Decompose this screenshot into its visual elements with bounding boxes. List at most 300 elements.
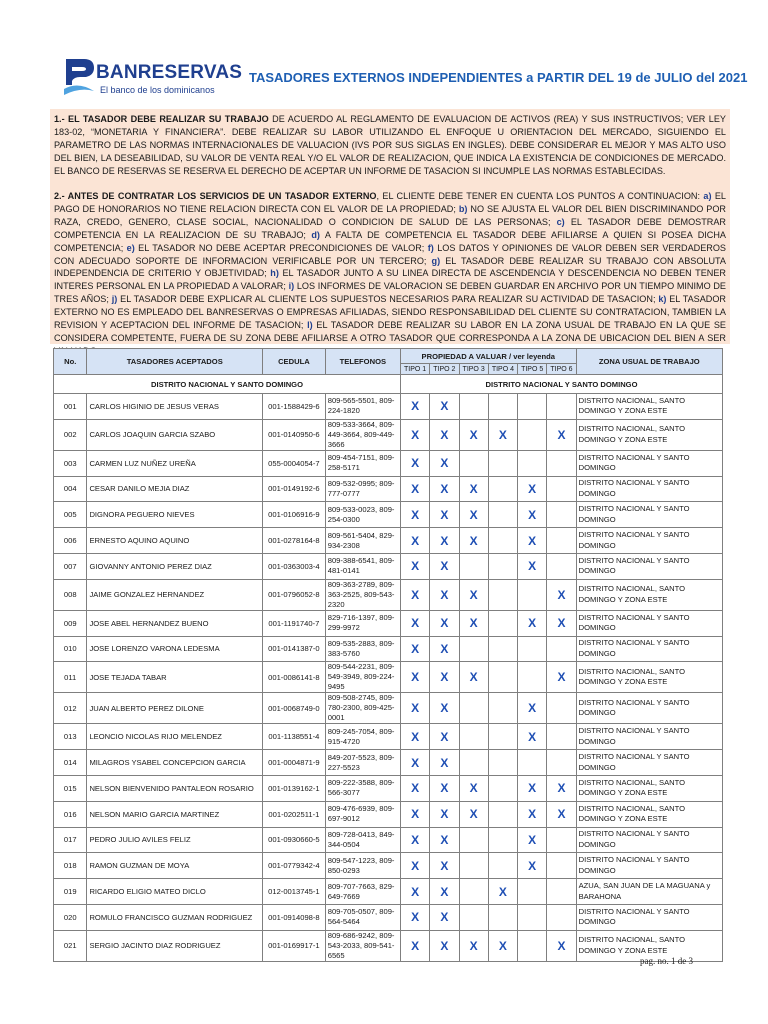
cell-tipo-3: [459, 450, 488, 476]
table-row: [54, 528, 723, 554]
cell-zona: DISTRITO NACIONAL Y SANTO DOMINGO: [576, 610, 722, 636]
cell-no: 005: [54, 502, 87, 528]
note-rule-1: [50, 109, 730, 187]
table-row: [54, 419, 723, 450]
col-header-name: TASADORES ACEPTADOS: [87, 349, 263, 375]
cell-telefonos: 849-207-5523, 809-227-5523: [325, 750, 400, 776]
cell-tipo-5: X: [518, 853, 547, 879]
cell-tipo-3: [459, 904, 488, 930]
cell-tipo-5: X: [518, 724, 547, 750]
cell-tipo-5: [518, 904, 547, 930]
cell-tipo-3: [459, 750, 488, 776]
note-2-item-text: EL TASADOR EXTERNO NO ES EMPLEADO DEL BANRESERVAS O EMPRESAS AFILIADAS, SIENDO RESPONSABILIDAD DEL CLIENTE SU CONTRATACION, TAMBIEN LA REVISION Y ACEPTACION DEL INFORME DE TASACION;: [54, 294, 726, 331]
cell-tipo-2: X: [430, 419, 459, 450]
cell-no: 007: [54, 553, 87, 579]
note-2-item-key: i): [288, 281, 295, 292]
note-2-item-key: l): [307, 320, 313, 331]
cell-telefonos: 809-547-1223, 809-850-0293: [325, 853, 400, 879]
cell-telefonos: 809-533-0023, 809-254-0300: [325, 502, 400, 528]
cell-zona: DISTRITO NACIONAL Y SANTO DOMINGO: [576, 693, 722, 724]
cell-name: JAIME GONZALEZ HERNANDEZ: [87, 579, 263, 610]
logo-name: BANRESERVAS: [96, 62, 243, 83]
cell-tipo-6: X: [547, 419, 576, 450]
col-header-no: No.: [54, 349, 87, 375]
cell-tipo-2: X: [430, 476, 459, 502]
cell-tipo-2: X: [430, 528, 459, 554]
cell-tipo-1: X: [400, 553, 429, 579]
cell-tipo-4: [488, 636, 517, 662]
cell-tipo-6: X: [547, 610, 576, 636]
cell-cedula: 001-0202511-1: [263, 801, 326, 827]
col-header-cedula: CEDULA: [263, 349, 326, 375]
note-2-item-key: e): [126, 242, 135, 253]
note-2-item-text: EL TASADOR DEBE REALIZAR SU TRABAJO CON ABSOLUTA INDEPENDENCIA DE CRITERIO Y OBJETIVIDAD;: [54, 255, 727, 279]
cell-zona: DISTRITO NACIONAL Y SANTO DOMINGO: [576, 750, 722, 776]
cell-no: 018: [54, 853, 87, 879]
cell-name: JUAN ALBERTO PEREZ DILONE: [87, 693, 263, 724]
table-row: [54, 775, 723, 801]
cell-tipo-1: X: [400, 419, 429, 450]
cell-tipo-6: X: [547, 579, 576, 610]
cell-cedula: 001-0086141-8: [263, 662, 326, 693]
cell-tipo-4: X: [488, 419, 517, 450]
cell-tipo-4: X: [488, 879, 517, 905]
col-header-propiedad: PROPIEDAD A VALUAR / ver leyenda: [400, 349, 576, 364]
note-2-item-key: a): [703, 191, 712, 201]
cell-zona: DISTRITO NACIONAL Y SANTO DOMINGO: [576, 450, 722, 476]
document-title: TASADORES EXTERNOS INDEPENDIENTES a PARTIR DEL 19 de JULIO del 2021: [249, 70, 748, 85]
cell-name: MILAGROS YSABEL CONCEPCION GARCIA: [87, 750, 263, 776]
cell-cedula: 012-0013745-1: [263, 879, 326, 905]
cell-no: 011: [54, 662, 87, 693]
cell-tipo-5: [518, 879, 547, 905]
cell-tipo-2: X: [430, 879, 459, 905]
cell-cedula: 001-1588429-6: [263, 394, 326, 420]
col-header-tipo-3: TIPO 3: [459, 364, 488, 375]
logo-tagline: El banco de los dominicanos: [100, 85, 215, 95]
cell-no: 001: [54, 394, 87, 420]
cell-name: NELSON MARIO GARCIA MARTINEZ: [87, 801, 263, 827]
cell-tipo-6: [547, 636, 576, 662]
cell-cedula: 001-0914098-8: [263, 904, 326, 930]
cell-telefonos: 809-565-5501, 809-224-1820: [325, 394, 400, 420]
cell-tipo-5: X: [518, 476, 547, 502]
cell-tipo-1: X: [400, 879, 429, 905]
note-2-item-text: LOS INFORMES DE VALORACION SE DEBEN GUARDAR EN ARCHIVO POR UN TIEMPO MINIMO DE TRES AÑOS;: [54, 281, 726, 305]
col-header-tipo-4: TIPO 4: [488, 364, 517, 375]
cell-tipo-3: X: [459, 610, 488, 636]
table-row: [54, 750, 723, 776]
cell-tipo-6: X: [547, 662, 576, 693]
cell-name: RICARDO ELIGIO MATEO DICLO: [87, 879, 263, 905]
cell-telefonos: 809-508-2745, 809-780-2300, 809-425-0001: [325, 693, 400, 724]
cell-telefonos: 809-454-7151, 809-258-5171: [325, 450, 400, 476]
cell-cedula: 001-0068749-0: [263, 693, 326, 724]
cell-no: 014: [54, 750, 87, 776]
cell-tipo-4: [488, 394, 517, 420]
cell-name: RAMON GUZMAN DE MOYA: [87, 853, 263, 879]
cell-tipo-6: [547, 879, 576, 905]
cell-cedula: 001-0140950-6: [263, 419, 326, 450]
cell-cedula: 001-0779342-4: [263, 853, 326, 879]
cell-tipo-4: [488, 502, 517, 528]
cell-tipo-1: X: [400, 801, 429, 827]
cell-tipo-3: [459, 724, 488, 750]
cell-tipo-3: X: [459, 502, 488, 528]
cell-tipo-1: X: [400, 502, 429, 528]
cell-zona: DISTRITO NACIONAL, SANTO DOMINGO Y ZONA ESTE: [576, 930, 722, 961]
cell-telefonos: 809-686-9242, 809-543-2033, 809-541-6565: [325, 930, 400, 961]
cell-name: DIGNORA PEGUERO NIEVES: [87, 502, 263, 528]
cell-tipo-4: [488, 553, 517, 579]
cell-no: 012: [54, 693, 87, 724]
cell-name: JOSE TEJADA TABAR: [87, 662, 263, 693]
cell-tipo-1: X: [400, 528, 429, 554]
appraisers-table: [53, 348, 723, 962]
cell-telefonos: 809-561-5404, 829-934-2308: [325, 528, 400, 554]
section-label-right: DISTRITO NACIONAL Y SANTO DOMINGO: [400, 375, 722, 394]
table-row: [54, 502, 723, 528]
cell-name: CESAR DANILO MEJIA DIAZ: [87, 476, 263, 502]
table-row: [54, 662, 723, 693]
cell-tipo-2: X: [430, 636, 459, 662]
cell-tipo-2: X: [430, 930, 459, 961]
cell-tipo-4: [488, 610, 517, 636]
cell-tipo-4: [488, 476, 517, 502]
cell-tipo-4: [488, 775, 517, 801]
cell-tipo-4: X: [488, 930, 517, 961]
cell-no: 015: [54, 775, 87, 801]
note-2-item-text: EL TASADOR NO DEBE ACEPTAR PRECONDICIONES DE VALOR;: [134, 242, 428, 253]
cell-tipo-4: [488, 853, 517, 879]
cell-tipo-2: X: [430, 579, 459, 610]
cell-tipo-3: [459, 693, 488, 724]
col-header-tipo-2: TIPO 2: [430, 364, 459, 375]
note-2-intro: , EL CLIENTE DEBE TENER EN CUENTA LOS PUNTOS A CONTINUACION:: [376, 191, 704, 201]
col-header-tipo-6: TIPO 6: [547, 364, 576, 375]
cell-tipo-1: X: [400, 750, 429, 776]
cell-telefonos: 809-363-2789, 809-363-2525, 809-543-2320: [325, 579, 400, 610]
page-number: pag. no. 1 de 3: [640, 956, 693, 966]
cell-tipo-3: X: [459, 930, 488, 961]
cell-cedula: 001-0169917-1: [263, 930, 326, 961]
cell-name: JOSE ABEL HERNANDEZ BUENO: [87, 610, 263, 636]
cell-tipo-3: X: [459, 662, 488, 693]
cell-tipo-3: [459, 853, 488, 879]
cell-name: CARLOS JOAQUIN GARCIA SZABO: [87, 419, 263, 450]
cell-no: 016: [54, 801, 87, 827]
note-1-heading: 1.- EL TASADOR DEBE REALIZAR SU TRABAJO: [54, 114, 269, 124]
cell-tipo-2: X: [430, 750, 459, 776]
cell-telefonos: 809-728-0413, 849-344-0504: [325, 827, 400, 853]
cell-telefonos: 829-716-1397, 809-299-9972: [325, 610, 400, 636]
cell-tipo-5: X: [518, 610, 547, 636]
cell-tipo-2: X: [430, 904, 459, 930]
cell-cedula: 001-0363003-4: [263, 553, 326, 579]
cell-telefonos: 809-705-0507, 809-564-5464: [325, 904, 400, 930]
cell-telefonos: 809-388-6541, 809-481-0141: [325, 553, 400, 579]
cell-tipo-1: X: [400, 450, 429, 476]
cell-tipo-1: X: [400, 930, 429, 961]
cell-name: ROMULO FRANCISCO GUZMAN RODRIGUEZ: [87, 904, 263, 930]
cell-zona: DISTRITO NACIONAL Y SANTO DOMINGO: [576, 528, 722, 554]
cell-tipo-2: X: [430, 853, 459, 879]
cell-zona: DISTRITO NACIONAL Y SANTO DOMINGO: [576, 827, 722, 853]
cell-tipo-6: [547, 553, 576, 579]
table-row: [54, 879, 723, 905]
col-header-tipo-5: TIPO 5: [518, 364, 547, 375]
cell-tipo-4: [488, 450, 517, 476]
table-row: [54, 853, 723, 879]
cell-tipo-3: X: [459, 419, 488, 450]
cell-zona: DISTRITO NACIONAL, SANTO DOMINGO Y ZONA ESTE: [576, 394, 722, 420]
note-2-item-text: EL TASADOR DEBE EXPLICAR AL CLIENTE LOS SUPUESTOS NECESARIOS PARA REALIZAR SU ACTIVIDAD DE TASACION;: [117, 294, 659, 305]
cell-zona: DISTRITO NACIONAL, SANTO DOMINGO Y ZONA ESTE: [576, 775, 722, 801]
cell-tipo-1: X: [400, 775, 429, 801]
note-2-item-key: k): [658, 294, 667, 305]
cell-tipo-6: X: [547, 801, 576, 827]
cell-tipo-1: X: [400, 724, 429, 750]
table-row: [54, 553, 723, 579]
table-row: [54, 724, 723, 750]
cell-no: 017: [54, 827, 87, 853]
cell-cedula: 055-0004054-7: [263, 450, 326, 476]
cell-telefonos: 809-532-0995; 809-777-0777: [325, 476, 400, 502]
cell-telefonos: 809-476-6939, 809-697-9012: [325, 801, 400, 827]
cell-cedula: 001-0106916-9: [263, 502, 326, 528]
cell-cedula: 001-0141387-0: [263, 636, 326, 662]
cell-tipo-4: [488, 801, 517, 827]
cell-tipo-4: [488, 750, 517, 776]
cell-tipo-6: [547, 750, 576, 776]
cell-tipo-1: X: [400, 636, 429, 662]
cell-tipo-6: [547, 827, 576, 853]
note-2-item-text: A FALTA DE COMPETENCIA EL TASADOR DEBE AFILIARSE A QUIEN SI POSEA DICHA COMPETENCIA;: [54, 229, 726, 253]
cell-cedula: 001-0149192-6: [263, 476, 326, 502]
cell-tipo-1: X: [400, 853, 429, 879]
banreservas-logo-icon: [60, 55, 96, 99]
note-2-items: [54, 191, 726, 356]
cell-no: 009: [54, 610, 87, 636]
cell-tipo-6: [547, 394, 576, 420]
note-2-item-key: d): [311, 229, 320, 240]
cell-name: PEDRO JULIO AVILES FELIZ: [87, 827, 263, 853]
cell-cedula: 001-0139162-1: [263, 775, 326, 801]
cell-no: 002: [54, 419, 87, 450]
cell-tipo-1: X: [400, 476, 429, 502]
col-header-zona: ZONA USUAL DE TRABAJO: [576, 349, 722, 375]
cell-tipo-1: X: [400, 394, 429, 420]
cell-tipo-5: X: [518, 502, 547, 528]
cell-tipo-1: X: [400, 827, 429, 853]
cell-no: 013: [54, 724, 87, 750]
cell-tipo-3: X: [459, 476, 488, 502]
cell-tipo-3: X: [459, 801, 488, 827]
cell-tipo-1: X: [400, 693, 429, 724]
cell-tipo-4: [488, 693, 517, 724]
cell-name: GIOVANNY ANTONIO PEREZ DIAZ: [87, 553, 263, 579]
cell-tipo-6: [547, 853, 576, 879]
note-2-item-text: EL TASADOR JUNTO A SU LINEA DIRECTA DE ASCENDENCIA Y DESCENDENCIA NO DEBEN TENER INTERES PERSONAL EN LA PROPIEDAD A VALORAR;: [54, 268, 726, 292]
cell-tipo-2: X: [430, 662, 459, 693]
cell-tipo-2: X: [430, 502, 459, 528]
cell-tipo-6: [547, 904, 576, 930]
cell-tipo-6: [547, 450, 576, 476]
table-row: [54, 450, 723, 476]
note-2-item-text: EL TASADOR DEBE REALIZAR SU LABOR EN LA ZONA USUAL DE TRABAJO EN LA QUE SE CONSIDERA COMPETENTE, FUERA DE SU ZONA DEBE AFILIARSE A OTRO TASADOR QUE CORRESPONDA A LA ZONA DE UBICACION DEL BIEN A SER: [54, 320, 726, 343]
cell-zona: DISTRITO NACIONAL, SANTO DOMINGO Y ZONA ESTE: [576, 662, 722, 693]
cell-tipo-3: [459, 879, 488, 905]
table-row: [54, 801, 723, 827]
cell-telefonos: 809-245-7054, 809-915-4720: [325, 724, 400, 750]
cell-tipo-5: [518, 662, 547, 693]
note-2-heading: 2.- ANTES DE CONTRATAR LOS SERVICIOS DE UN TASADOR EXTERNO: [54, 191, 377, 201]
cell-tipo-3: X: [459, 775, 488, 801]
table-row: [54, 394, 723, 420]
col-header-tipo-1: TIPO 1: [400, 364, 429, 375]
banreservas-logo: [60, 55, 243, 105]
note-2-item-text: EL TASADOR DEBE DEMOSTRAR COMPETENCIA EN LA REALIZACION DE SU TRABAJO;: [54, 216, 726, 240]
cell-zona: DISTRITO NACIONAL, SANTO DOMINGO Y ZONA ESTE: [576, 579, 722, 610]
cell-name: ERNESTO AQUINO AQUINO: [87, 528, 263, 554]
cell-no: 008: [54, 579, 87, 610]
cell-tipo-1: X: [400, 610, 429, 636]
cell-zona: DISTRITO NACIONAL Y SANTO DOMINGO: [576, 724, 722, 750]
cell-zona: DISTRITO NACIONAL Y SANTO DOMINGO: [576, 502, 722, 528]
cell-telefonos: 809-535-2883, 809-383-5760: [325, 636, 400, 662]
cell-tipo-2: X: [430, 394, 459, 420]
cell-tipo-1: X: [400, 904, 429, 930]
cell-zona: DISTRITO NACIONAL Y SANTO DOMINGO: [576, 853, 722, 879]
cell-cedula: 001-0796052-8: [263, 579, 326, 610]
cell-no: 019: [54, 879, 87, 905]
cell-tipo-2: X: [430, 553, 459, 579]
cell-cedula: 001-1138551-4: [263, 724, 326, 750]
cell-name: LEONCIO NICOLAS RIJO MELENDEZ: [87, 724, 263, 750]
cell-telefonos: 809-222-3588, 809-566-3077: [325, 775, 400, 801]
cell-tipo-1: X: [400, 579, 429, 610]
cell-tipo-5: X: [518, 827, 547, 853]
cell-no: 004: [54, 476, 87, 502]
cell-telefonos: 809-533-3664, 809-449-3664, 809-449-3666: [325, 419, 400, 450]
cell-tipo-2: X: [430, 450, 459, 476]
cell-tipo-5: [518, 579, 547, 610]
cell-tipo-4: [488, 528, 517, 554]
cell-no: 003: [54, 450, 87, 476]
cell-name: CARMEN LUZ NUÑEZ UREÑA: [87, 450, 263, 476]
cell-zona: DISTRITO NACIONAL Y SANTO DOMINGO: [576, 476, 722, 502]
cell-tipo-6: [547, 693, 576, 724]
table-row: [54, 693, 723, 724]
cell-cedula: 001-0278164-8: [263, 528, 326, 554]
cell-tipo-5: [518, 394, 547, 420]
note-2-item-key: g): [431, 255, 441, 266]
table-row: [54, 476, 723, 502]
cell-tipo-3: [459, 827, 488, 853]
cell-tipo-4: [488, 904, 517, 930]
cell-tipo-5: X: [518, 801, 547, 827]
table-row: [54, 636, 723, 662]
cell-tipo-2: X: [430, 693, 459, 724]
note-2-item-text: NO SE AJUSTA EL VALOR DEL BIEN DISCRIMINANDO POR RAZA, CREDO, GENERO, CLASE SOCIAL, NACIONALIDAD O CONDICION DE SALUD DE LAS PERSONAS;: [54, 203, 726, 227]
table-row: [54, 904, 723, 930]
cell-cedula: 001-0930660-5: [263, 827, 326, 853]
cell-tipo-5: [518, 930, 547, 961]
cell-tipo-6: [547, 476, 576, 502]
cell-tipo-1: X: [400, 662, 429, 693]
cell-tipo-6: X: [547, 930, 576, 961]
cell-tipo-3: X: [459, 528, 488, 554]
cell-tipo-5: X: [518, 553, 547, 579]
note-2-item-key: b): [458, 203, 468, 214]
cell-tipo-2: X: [430, 775, 459, 801]
cell-no: 020: [54, 904, 87, 930]
cell-tipo-5: [518, 419, 547, 450]
cell-tipo-5: [518, 750, 547, 776]
note-rule-2: [50, 186, 730, 344]
cell-cedula: 001-0004871-9: [263, 750, 326, 776]
cell-tipo-3: [459, 636, 488, 662]
note-2-item-key: h): [270, 268, 279, 279]
cell-tipo-5: X: [518, 775, 547, 801]
cell-tipo-4: [488, 724, 517, 750]
cell-tipo-2: X: [430, 610, 459, 636]
cell-no: 010: [54, 636, 87, 662]
cell-tipo-4: [488, 662, 517, 693]
cell-tipo-2: X: [430, 801, 459, 827]
cell-name: NELSON BIENVENIDO PANTALEON ROSARIO: [87, 775, 263, 801]
cell-no: 006: [54, 528, 87, 554]
cell-tipo-6: [547, 724, 576, 750]
cell-zona: DISTRITO NACIONAL Y SANTO DOMINGO: [576, 553, 722, 579]
cell-zona: DISTRITO NACIONAL, SANTO DOMINGO Y ZONA ESTE: [576, 419, 722, 450]
cell-tipo-2: X: [430, 827, 459, 853]
cell-tipo-3: [459, 553, 488, 579]
note-2-item-key: j): [111, 294, 118, 305]
cell-zona: DISTRITO NACIONAL Y SANTO DOMINGO: [576, 904, 722, 930]
cell-zona: DISTRITO NACIONAL Y SANTO DOMINGO: [576, 636, 722, 662]
note-2-item-key: c): [556, 216, 565, 227]
cell-telefonos: 809-544-2231, 809-549-3949, 809-224-9495: [325, 662, 400, 693]
cell-tipo-5: X: [518, 693, 547, 724]
cell-tipo-5: [518, 450, 547, 476]
cell-name: CARLOS HIGINIO DE JESUS VERAS: [87, 394, 263, 420]
col-header-telefonos: TELEFONOS: [325, 349, 400, 375]
cell-tipo-4: [488, 827, 517, 853]
table-row: [54, 579, 723, 610]
cell-telefonos: 809-707-7663, 829-649-7669: [325, 879, 400, 905]
cell-tipo-3: [459, 394, 488, 420]
cell-tipo-5: [518, 636, 547, 662]
note-2-item-text: EL PAGO DE HONORARIOS NO TIENE RELACION DIRECTA CON EL VALOR DE LA PROPIEDAD;: [54, 191, 726, 214]
cell-tipo-5: X: [518, 528, 547, 554]
cell-no: 021: [54, 930, 87, 961]
section-label-left: DISTRITO NACIONAL Y SANTO DOMINGO: [54, 375, 401, 394]
cell-tipo-6: [547, 528, 576, 554]
cell-tipo-3: X: [459, 579, 488, 610]
note-1-body: DE ACUERDO AL REGLAMENTO DE EVALUACION DE ACTIVOS (REA) Y SUS INSTRUCTIVOS; VER LEY 183-02, “MONETARIA Y FINANCIERA”. DEBE REALIZAR SU LABOR UTILIZANDO EL ENFOQUE U ORIENTACION DEL MERCADO, SIGUIENDO EL PARAMETRO DE LAS NORMAS INTERNACIONALES DE VALUACION (IVS POR SUS SIGLAS EN INGLES). DEBE CONSIDERAR EL MEJOR Y MAS ALTO USO DEL BIEN, LA DESEABILIDAD, SU VALOR DE VENTA REAL Y/O EL VALOR DE REALIZACION, QUE INDICA LA EXISTENCIA DE CONDICIONES DE MERCADO. EL BANCO DE RESERVAS SE RESERVA EL DERECHO DE ACEPTAR UN INFORME DE TASACION SI INCUMPLE LAS NORMAS ESTABLECIDAS.: [54, 114, 726, 176]
cell-zona: AZUA, SAN JUAN DE LA MAGUANA y BARAHONA: [576, 879, 722, 905]
cell-tipo-6: X: [547, 775, 576, 801]
cell-name: SERGIO JACINTO DIAZ RODRIGUEZ: [87, 930, 263, 961]
note-2-item-text: LOS DATOS Y OPINIONES DE VALOR DEBEN SER VERDADEROS CON ADECUADO SOPORTE DE INFORMACION VERIFICABLE POR UN TERCERO;: [54, 242, 726, 266]
table-row: [54, 827, 723, 853]
cell-zona: DISTRITO NACIONAL, SANTO DOMINGO Y ZONA ESTE: [576, 801, 722, 827]
table-row: [54, 930, 723, 961]
section-row: [54, 375, 723, 394]
table-row: [54, 610, 723, 636]
cell-tipo-4: [488, 579, 517, 610]
